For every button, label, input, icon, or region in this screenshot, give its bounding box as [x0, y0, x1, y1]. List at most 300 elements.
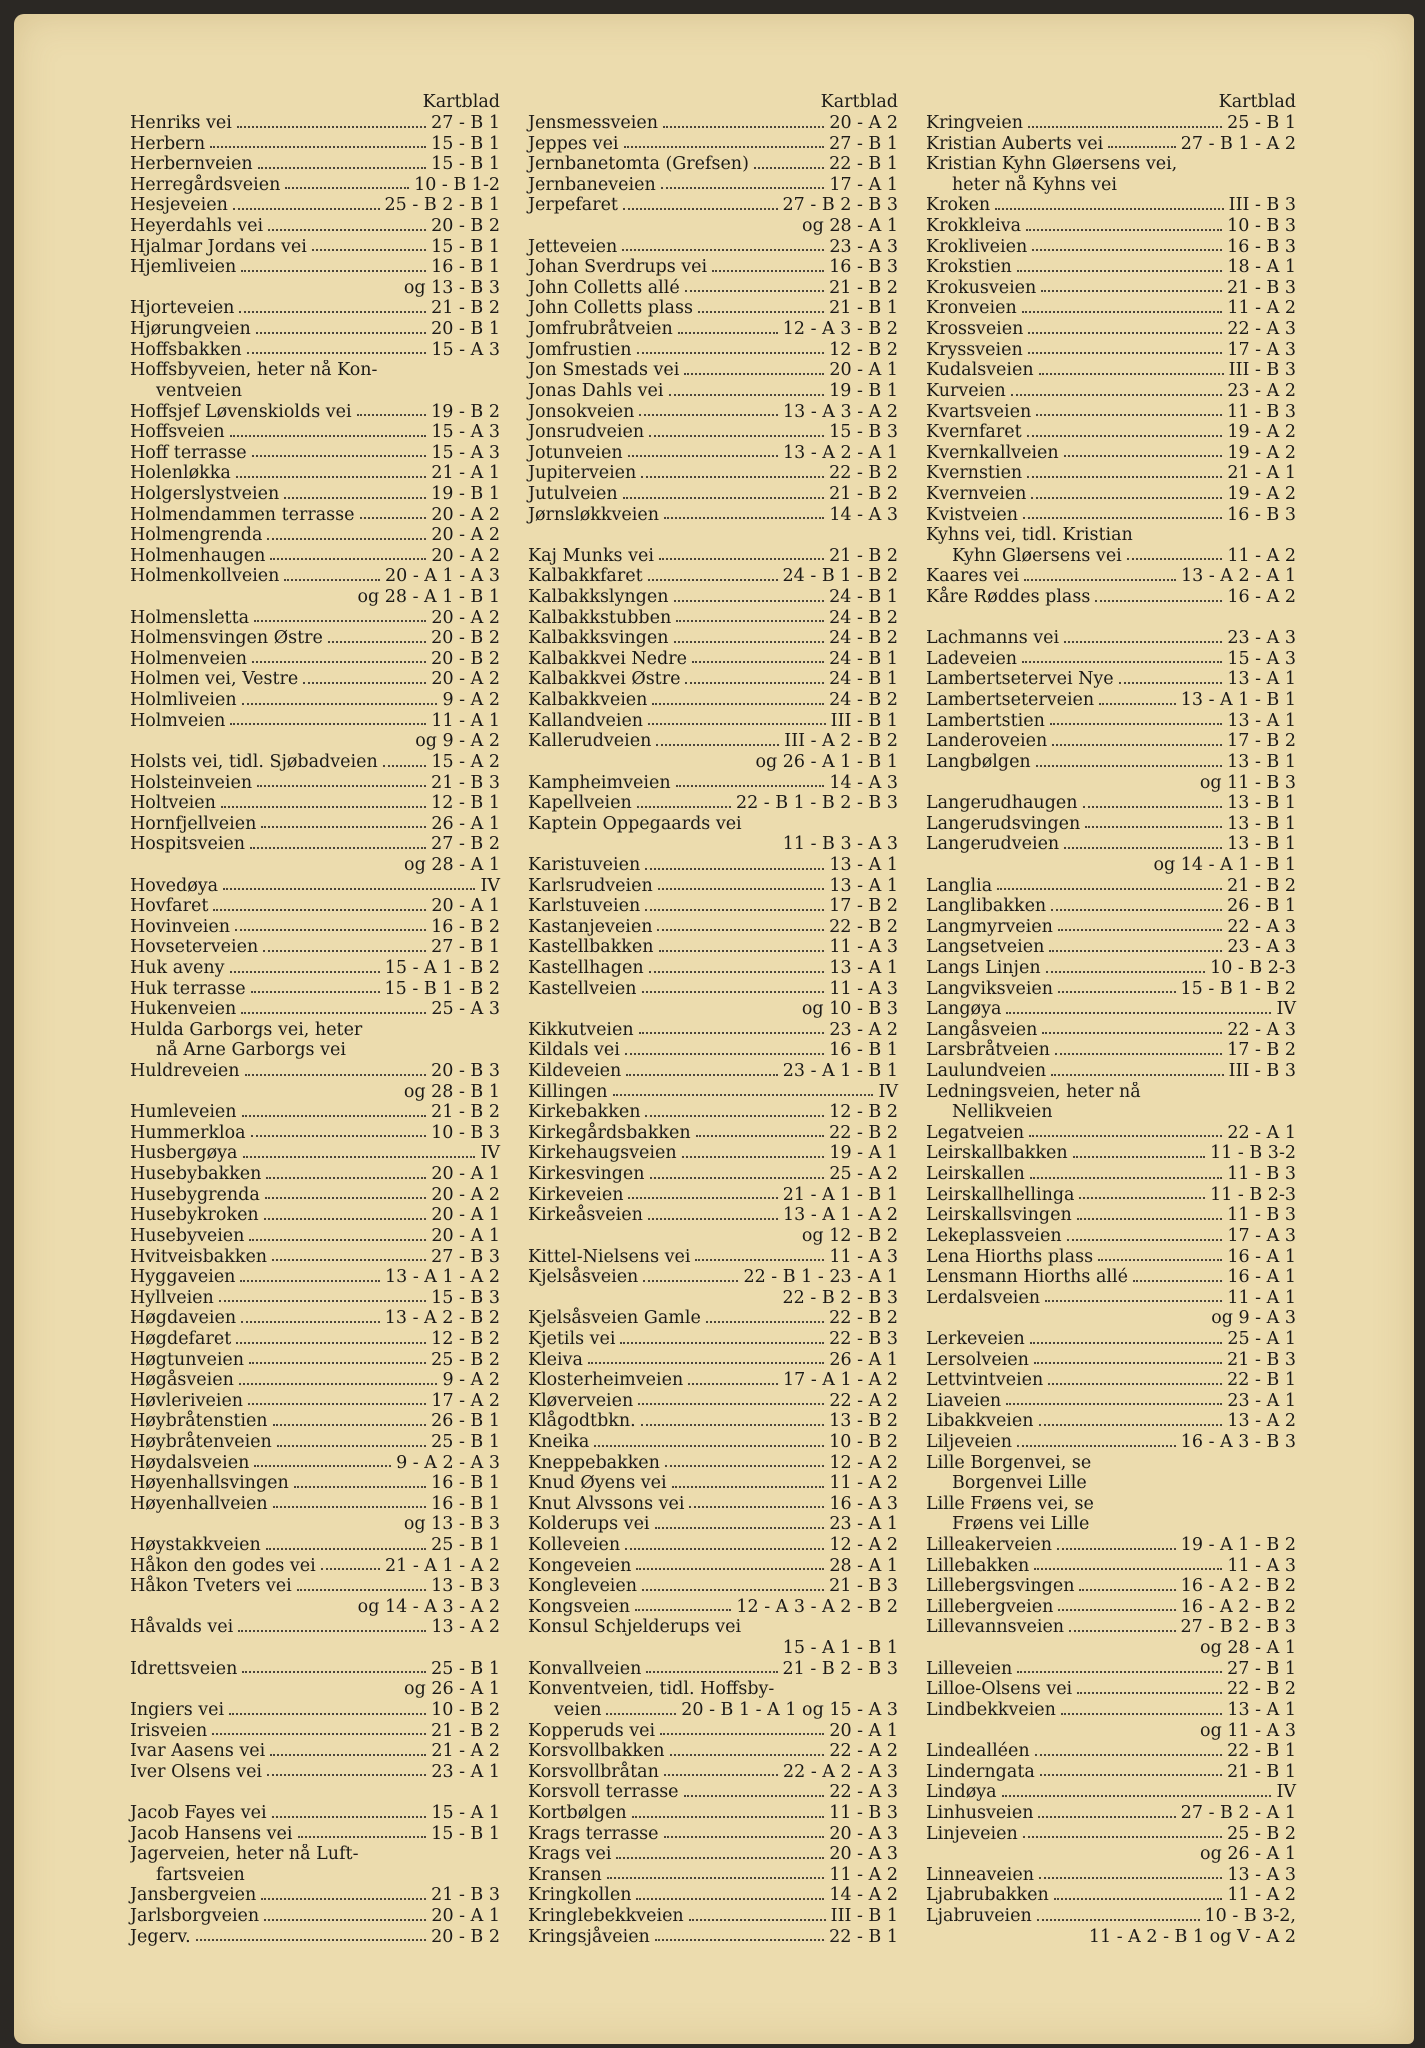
street-name: Holmveien — [130, 710, 226, 731]
continuation-reference: og 9 - A 3 — [1211, 1308, 1296, 1329]
street-name: Høyenhallsvingen — [130, 1473, 289, 1494]
map-reference: 18 - A 1 — [1227, 257, 1296, 278]
dot-leader — [997, 876, 1222, 891]
dot-leader — [636, 1885, 824, 1900]
index-entry — [130, 999, 500, 1020]
dot-leader — [1079, 1185, 1205, 1200]
index-entry — [130, 1185, 500, 1206]
street-name: Husebyveien — [130, 1225, 245, 1246]
dot-leader — [210, 134, 426, 149]
cross-reference-line: Hulda Garborgs vei, heter — [130, 1019, 363, 1040]
index-entry — [528, 1721, 898, 1742]
index-entry — [130, 1164, 500, 1185]
index-entry — [130, 1432, 500, 1453]
index-entry — [130, 505, 500, 526]
dot-leader — [266, 1164, 426, 1179]
index-entry — [528, 1123, 898, 1144]
dot-leader — [1023, 1824, 1222, 1839]
map-reference: 20 - A 1 — [829, 360, 898, 381]
dot-leader — [242, 690, 438, 705]
street-name: Husbergøya — [130, 1143, 238, 1164]
map-reference: 13 - A 1 - A 2 — [782, 1205, 898, 1226]
map-reference: 21 - B 2 — [829, 483, 898, 504]
index-entry — [130, 1411, 500, 1432]
dot-leader — [1027, 463, 1222, 478]
index-entry — [528, 1329, 898, 1350]
street-name: Jensmessveien — [528, 113, 659, 133]
map-reference: 15 - A 1 - B 2 — [384, 957, 500, 978]
dot-leader — [712, 257, 824, 272]
cross-reference-line: Kristian Kyhn Gløersens vei, — [926, 154, 1178, 175]
index-entry — [926, 278, 1296, 299]
index-entry — [528, 628, 898, 649]
map-reference: 20 - A 2 — [431, 669, 500, 690]
street-name: Høvleriveien — [130, 1390, 244, 1411]
map-reference: 25 - A 1 — [1227, 1328, 1296, 1349]
dot-leader — [240, 1267, 380, 1282]
index-entry — [926, 979, 1296, 1000]
street-name: Lachmanns vei — [926, 628, 1060, 649]
index-entry — [528, 1762, 898, 1783]
map-reference: 21 - B 1 — [1227, 1761, 1296, 1782]
index-entry — [528, 1597, 898, 1618]
dot-leader — [1077, 1205, 1222, 1220]
index-entry — [130, 1123, 500, 1144]
map-reference: 22 - A 3 — [1227, 916, 1296, 937]
map-reference: 22 - A 2 — [829, 1741, 898, 1762]
index-entry — [528, 1432, 898, 1453]
map-reference: 20 - B 1 - A 1 og 15 - A 3 — [681, 1699, 898, 1720]
street-name: Krags vei — [528, 1844, 612, 1865]
index-entry — [528, 937, 898, 958]
dot-leader — [270, 546, 426, 561]
dot-leader — [241, 1308, 380, 1323]
index-entry — [926, 1205, 1296, 1226]
street-name: Kvernfaret — [926, 422, 1022, 443]
dot-leader — [664, 1824, 825, 1839]
dot-leader — [684, 1782, 825, 1797]
dot-leader — [1048, 1370, 1222, 1385]
dot-leader — [1037, 1906, 1200, 1921]
dot-leader — [250, 834, 426, 849]
index-entry — [528, 1350, 898, 1371]
dot-leader — [645, 855, 824, 870]
cross-reference-line: Lille Frøens vei, se — [926, 1493, 1094, 1514]
street-name: Jonas Dahls vei — [528, 380, 664, 401]
dot-leader — [622, 237, 824, 252]
dot-leader — [676, 608, 824, 623]
map-reference: 23 - A 2 — [829, 1019, 898, 1040]
map-reference: 24 - B 2 — [829, 690, 898, 711]
index-entry — [130, 979, 500, 1000]
dot-leader — [328, 628, 426, 643]
dot-leader — [236, 463, 427, 478]
dot-leader — [754, 154, 824, 169]
street-name: Kringveien — [926, 113, 1023, 133]
street-name: Kirkehaugsveien — [528, 1143, 677, 1164]
street-name: Langsetveien — [926, 937, 1045, 958]
street-name: Håvalds vei — [130, 1617, 234, 1638]
map-reference: 11 - B 2-3 — [1210, 1184, 1296, 1205]
dot-leader — [1095, 587, 1222, 602]
index-entry — [528, 1267, 898, 1288]
dot-leader — [1064, 628, 1222, 643]
dot-leader — [1069, 1617, 1175, 1632]
index-entry — [130, 1350, 500, 1371]
street-name: Ingiers vei — [130, 1699, 225, 1720]
map-reference: 17 - B 2 — [1227, 731, 1296, 752]
index-entry — [130, 402, 500, 423]
map-reference: 25 - B 1 — [431, 1432, 500, 1452]
index-entry — [130, 1762, 500, 1783]
street-name: Lambertseterveien — [926, 690, 1095, 711]
index-entry — [130, 195, 500, 216]
street-name: Høgdaveien — [130, 1308, 237, 1329]
street-name: Jeppes vei — [528, 133, 619, 154]
dot-leader — [1039, 1411, 1223, 1426]
street-name: Kvernkallveien — [926, 442, 1059, 463]
index-entry — [528, 649, 898, 670]
index-entry — [130, 1927, 500, 1948]
index-entry — [528, 319, 898, 340]
dot-leader — [1036, 402, 1222, 417]
index-entry — [130, 1453, 500, 1474]
dot-leader — [645, 1102, 824, 1117]
index-entry — [130, 958, 500, 979]
map-reference: 21 - B 2 — [431, 1102, 500, 1123]
street-name: Lindealléen — [926, 1741, 1030, 1762]
continuation-reference: og 26 - A 1 — [404, 1679, 500, 1700]
street-name: Jegerv. — [130, 1926, 191, 1947]
dot-leader — [648, 711, 826, 726]
map-reference: 13 - A 2 - A 1 — [1180, 566, 1296, 587]
index-entry — [528, 505, 898, 526]
street-name: Høyenhallveien — [130, 1493, 268, 1514]
street-name: Kirkeveien — [528, 1184, 624, 1205]
dot-leader — [1034, 1350, 1222, 1365]
map-reference: 12 - A 3 - A 2 - B 2 — [736, 1596, 898, 1617]
index-entry — [926, 1143, 1296, 1164]
street-name: Kildeveien — [528, 1061, 622, 1082]
dot-leader — [632, 1803, 824, 1818]
dot-leader — [1028, 113, 1222, 128]
dot-leader — [641, 1411, 824, 1426]
index-entry — [130, 1885, 500, 1906]
index-entry — [926, 546, 1296, 567]
index-entry — [926, 340, 1296, 361]
map-reference: 20 - A 1 — [431, 1906, 500, 1927]
index-entry — [528, 1659, 898, 1680]
index-entry — [130, 1700, 500, 1721]
street-name: Larsbråtveien — [926, 1040, 1050, 1061]
dot-leader — [623, 484, 824, 499]
dot-leader — [1030, 1329, 1223, 1344]
map-reference: 12 - A 2 — [829, 1535, 898, 1556]
index-entry — [130, 628, 500, 649]
street-name: Langs Linjen — [926, 957, 1041, 978]
street-name: Kastanjeveien — [528, 916, 653, 937]
street-name: Kjelsåsveien Gamle — [528, 1308, 701, 1329]
dot-leader — [695, 1247, 824, 1262]
map-reference: 13 - B 2 — [829, 1411, 898, 1432]
index-entry — [926, 1020, 1296, 1041]
map-reference: 25 - B 2 - B 1 — [384, 195, 500, 216]
street-name: Langerudveien — [926, 834, 1060, 855]
index-entry — [926, 484, 1296, 505]
map-reference: 20 - B 2 — [431, 628, 500, 649]
street-name: Ladeveien — [926, 648, 1018, 669]
dot-leader — [689, 1906, 826, 1921]
index-entry — [130, 937, 500, 958]
index-entry — [926, 237, 1296, 258]
index-entry — [926, 1762, 1296, 1783]
map-reference: IV — [1276, 999, 1296, 1020]
street-name: Holmliveien — [130, 690, 237, 711]
dot-leader — [245, 1061, 427, 1076]
dot-leader — [645, 896, 824, 911]
map-reference: 21 - B 3 — [431, 1885, 500, 1906]
index-entry — [528, 1185, 898, 1206]
map-reference: 20 - A 2 — [431, 1184, 500, 1205]
continuation-reference: og 28 - B 1 — [403, 1081, 500, 1102]
index-entry — [528, 1061, 898, 1082]
map-reference: 22 - B 1 — [829, 154, 898, 175]
index-entry — [926, 1617, 1296, 1638]
dot-leader — [624, 134, 825, 149]
street-name: Kjelsåsveien — [528, 1267, 639, 1288]
map-reference: 16 - B 2 — [431, 916, 500, 937]
index-entry — [528, 195, 898, 216]
street-name: Kåre Røddes plass — [926, 587, 1091, 608]
street-name: Killingen — [528, 1081, 608, 1102]
map-reference: 21 - A 1 — [1227, 463, 1296, 484]
map-reference: III - B 3 — [1228, 360, 1296, 381]
map-reference: 10 - B 1-2 — [414, 174, 500, 195]
index-entry — [926, 937, 1296, 958]
dot-leader — [661, 175, 825, 190]
index-entry — [528, 1556, 898, 1577]
dot-leader — [252, 443, 427, 458]
dot-leader — [620, 1329, 824, 1344]
street-name: Krokusveien — [926, 277, 1037, 298]
index-entry — [130, 546, 500, 567]
dot-leader — [254, 1453, 391, 1468]
index-entry — [130, 1205, 500, 1226]
dot-leader — [235, 917, 426, 932]
street-name: Hovfaret — [130, 896, 209, 917]
street-name: Jernbanetomta (Grefsen) — [528, 154, 749, 175]
map-reference: 21 - B 2 - B 3 — [782, 1658, 898, 1679]
street-name: Herregårdsveien — [130, 174, 281, 195]
dot-leader — [698, 298, 824, 313]
map-reference: 16 - B 3 — [829, 257, 898, 278]
index-entry — [528, 298, 898, 319]
map-reference: 14 - A 3 — [829, 504, 898, 525]
dot-leader — [606, 1700, 676, 1715]
index-entry — [926, 1906, 1296, 1927]
index-entry — [926, 1288, 1296, 1309]
street-name: Kortbølgen — [528, 1802, 627, 1823]
map-reference: 13 - A 1 — [1227, 669, 1296, 690]
street-name: Leirskallhellinga — [926, 1184, 1075, 1205]
index-entry — [130, 1741, 500, 1762]
continuation-reference: og 9 - A 2 — [415, 731, 500, 752]
index-entry — [130, 690, 500, 711]
street-name: Kopperuds vei — [528, 1720, 656, 1741]
map-reference: 22 - B 2 — [1227, 1679, 1296, 1700]
index-entry — [130, 1473, 500, 1494]
map-reference: 27 - B 1 — [829, 133, 898, 154]
index-entry — [528, 608, 898, 629]
index-entry — [926, 1267, 1296, 1288]
map-reference: 23 - A 2 — [1227, 380, 1296, 401]
dot-leader — [312, 237, 426, 252]
dot-leader — [706, 1308, 824, 1323]
dot-leader — [273, 1494, 426, 1509]
map-reference: 11 - A 2 — [1227, 545, 1296, 566]
dot-leader — [277, 1432, 426, 1447]
map-reference: 11 - A 3 — [829, 1246, 898, 1267]
index-entry — [528, 360, 898, 381]
map-reference: 20 - A 2 — [431, 525, 500, 546]
map-reference: 21 - B 3 — [1227, 1349, 1296, 1370]
street-name: Heyerdahls vei — [130, 216, 264, 237]
street-name: Kastellbakken — [528, 937, 654, 958]
street-name: Kallerudveien — [528, 731, 652, 752]
map-reference: 19 - A 1 - B 2 — [1180, 1535, 1296, 1556]
map-reference: 17 - A 3 — [1227, 339, 1296, 360]
dot-leader — [213, 896, 426, 911]
dot-leader — [1064, 834, 1222, 849]
cross-reference-line: Kaptein Oppegaards vei — [528, 813, 742, 834]
dot-leader — [637, 340, 825, 355]
map-reference: 14 - A 2 — [829, 1885, 898, 1906]
index-entry — [926, 381, 1296, 402]
map-reference: IV — [480, 875, 500, 896]
street-name: Holmendammen terrasse — [130, 504, 355, 525]
index-entry — [528, 1535, 898, 1556]
map-reference: 21 - B 2 — [431, 298, 500, 319]
index-entry — [926, 1350, 1296, 1371]
map-reference: 21 - A 1 — [431, 463, 500, 484]
dot-leader — [251, 1123, 427, 1138]
street-name: Kongeveien — [528, 1555, 632, 1576]
street-name: Irisveien — [130, 1720, 208, 1741]
dot-leader — [1058, 1597, 1175, 1612]
map-reference: 12 - A 3 - B 2 — [782, 319, 898, 340]
dot-leader — [639, 1020, 825, 1035]
index-entry — [130, 649, 500, 670]
map-reference: 23 - A 1 — [431, 1761, 500, 1782]
map-reference: 23 - A 3 — [1227, 937, 1296, 958]
index-entry — [528, 402, 898, 423]
index-entry — [926, 422, 1296, 443]
dot-leader — [272, 1247, 426, 1262]
dot-leader — [657, 917, 824, 932]
dot-leader — [272, 1803, 427, 1818]
dot-leader — [247, 340, 427, 355]
dot-leader — [1024, 566, 1176, 581]
index-entry — [528, 876, 898, 897]
index-entry — [130, 834, 500, 855]
dot-leader — [655, 1927, 824, 1942]
dot-leader — [297, 1576, 426, 1591]
dot-leader — [648, 1205, 778, 1220]
dot-leader — [251, 979, 380, 994]
street-name: Jomfrustien — [528, 339, 632, 360]
street-name: John Colletts plass — [528, 298, 693, 319]
dot-leader — [1052, 731, 1222, 746]
street-name: Jacob Fayes vei — [130, 1802, 267, 1823]
map-reference: 25 - B 2 — [431, 1349, 500, 1370]
street-name: Kløverveien — [528, 1390, 634, 1411]
index-entry — [528, 1308, 898, 1329]
index-entry — [528, 1741, 898, 1762]
index-entry — [130, 1576, 500, 1597]
street-name: Kyhn Gløersens vei — [952, 545, 1122, 566]
dot-leader — [1051, 896, 1222, 911]
map-reference: 22 - A 2 — [829, 1390, 898, 1411]
street-name: Holmenveien — [130, 648, 248, 669]
dot-leader — [670, 1741, 825, 1756]
dot-leader — [649, 422, 824, 437]
index-entry — [528, 237, 898, 258]
dot-leader — [635, 1597, 731, 1612]
map-reference: 10 - B 2 — [431, 1699, 500, 1720]
dot-leader — [1023, 505, 1222, 520]
dot-leader — [652, 690, 824, 705]
map-reference: 20 - A 1 - A 3 — [384, 566, 500, 587]
dot-leader — [239, 1370, 438, 1385]
index-entry — [528, 278, 898, 299]
index-entry — [130, 1535, 500, 1556]
dot-leader — [642, 979, 825, 994]
map-reference: 9 - A 2 - A 3 — [396, 1452, 500, 1473]
map-reference: 10 - B 3 — [431, 1122, 500, 1143]
street-name: Jomfrubråtveien — [528, 319, 673, 340]
street-name: Hukenveien — [130, 999, 237, 1020]
index-entry — [130, 1226, 500, 1247]
dot-leader — [270, 1741, 426, 1756]
map-reference: 13 - A 2 — [431, 1617, 500, 1638]
street-name: Håkon den godes vei — [130, 1555, 316, 1576]
index-entry — [130, 608, 500, 629]
dot-leader — [1036, 752, 1222, 767]
map-reference: 22 - B 2 — [829, 463, 898, 484]
index-entry — [926, 1597, 1296, 1618]
street-name: Jonsrudveien — [528, 422, 645, 443]
street-name: Lerdalsveien — [926, 1287, 1041, 1308]
map-reference: 21 - B 3 — [431, 772, 500, 793]
street-name: Høybråtenstien — [130, 1411, 268, 1432]
index-entry — [926, 1432, 1296, 1453]
map-reference: III - B 3 — [1228, 195, 1296, 216]
map-reference: 16 - B 1 — [829, 1040, 898, 1061]
index-entry — [528, 1927, 898, 1948]
map-reference: 13 - A 2 - B 2 — [384, 1308, 500, 1329]
dot-leader — [641, 463, 824, 478]
index-entry — [926, 649, 1296, 670]
street-name: Jupiterveien — [528, 463, 637, 484]
index-entry — [130, 422, 500, 443]
map-reference: 12 - B 2 — [431, 1328, 500, 1349]
cross-reference-line: Ledningsveien, heter nå — [926, 1081, 1141, 1102]
index-entry — [926, 113, 1296, 134]
street-name: Jonsokveien — [528, 401, 635, 422]
dot-leader — [663, 113, 824, 128]
index-entry — [528, 381, 898, 402]
dot-leader — [248, 1391, 426, 1406]
